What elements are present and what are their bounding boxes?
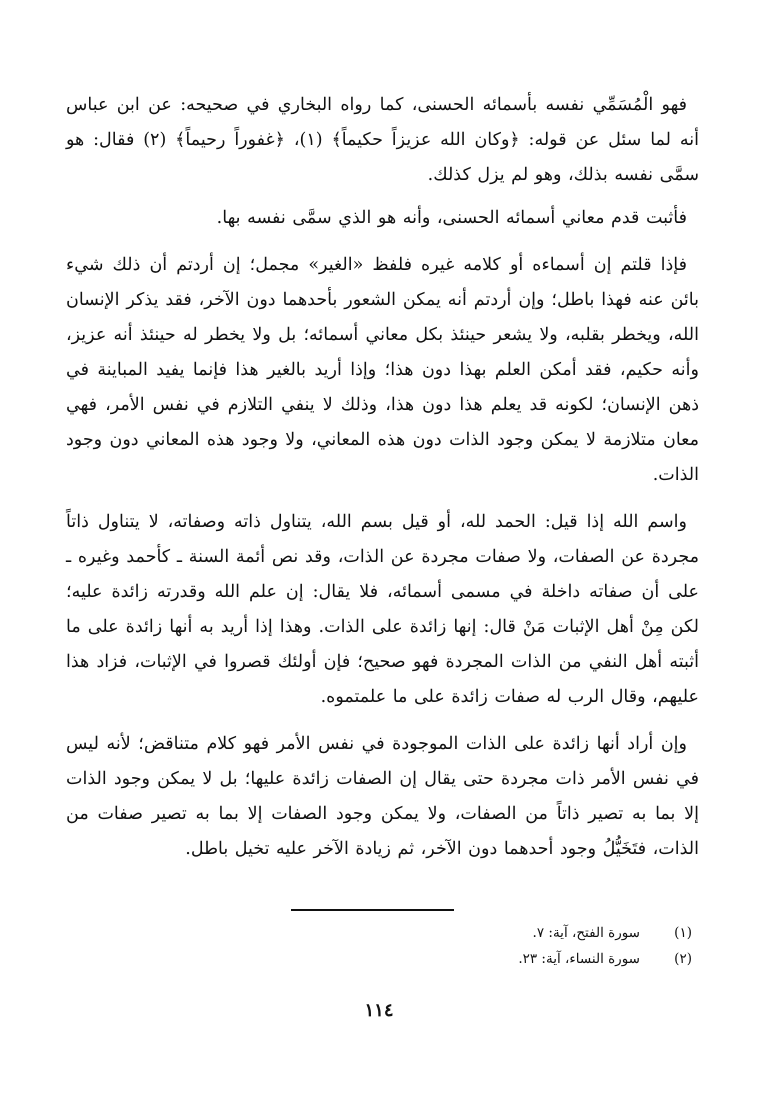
footnote-2-number: (٢)	[674, 951, 692, 967]
paragraph-4: واسم الله إذا قيل: الحمد لله، أو قيل بسم الله، يتناول ذاته وصفاته، لا يتناول ذاتاً مجردة عن الصفات، ولا صفات مجردة عن الذات، وقد نص أئمة السنة ـ كأحمد وغيره ـ على أن صفاته داخلة في مسمى أسمائه، فلا يقال: إن علم الله وقدرته زائدة عليه؛ لكن مِنْ أهل الإثبات مَنْ قال: إنها زائدة على الذات. وهذا إذا أريد به أنها زائدة على ما أثبته أهل النفي من الذات المجردة فهو صحيح؛ فإن أولئك قصروا في الإثبات، فزاد هذا عليهم، وقال الرب له صفات زائدة على ما علمتموه.	[66, 512, 699, 707]
footnote-2	[272, 946, 692, 972]
paragraph-5: وإن أراد أنها زائدة على الذات الموجودة في نفس الأمر فهو كلام متناقض؛ لأنه ليس في نفس الأمر ذات مجردة حتى يقال إن الصفات زائدة عليها؛ بل لا يمكن وجود الذات إلا بما به تصير ذاتاً من الصفات، ولا يمكن وجود الصفات إلا بما به تصير صفات من الذات، فتَخَيُّلُ وجود أحدهما دون الآخر، ثم زيادة الآخر عليه تخيل باطل.	[66, 734, 699, 859]
footnotes	[272, 920, 692, 972]
main-text	[66, 88, 699, 879]
paragraph-3: فإذا قلتم إن أسماءه أو كلامه غيره فلفظ «الغير» مجمل؛ إن أردتم أن ذلك شيء بائن عنه فهذا باطل؛ وإن أردتم أنه يمكن الشعور بأحدهما دون الآخر، فقد يذكر الإنسان الله، ويخطر بقلبه، ولا يشعر حينئذ بكل معاني أسمائه؛ بل ولا يخطر له حينئذ أنه عزيز، وأنه حكيم، فقد أمكن العلم بهذا دون هذا؛ وإذا أريد بالغير هذا فإنما يفيد المباينة في ذهن الإنسان؛ لكونه قد يعلم هذا دون هذا، وذلك لا ينفي التلازم في نفس الأمر، فهي معان متلازمة لا يمكن وجود الذات دون هذه المعاني، ولا وجود هذه المعاني دون وجود الذات.	[66, 255, 699, 485]
footnote-1-number: (١)	[674, 925, 692, 941]
paragraph-2: فأثبت قدم معاني أسمائه الحسنى، وأنه هو الذي سمَّى نفسه بها.	[216, 208, 687, 228]
paragraph-1: فهو الْمُسَمِّي نفسه بأسمائه الحسنى، كما رواه البخاري في صحيحه: عن ابن عباس أنه لما سئل عن قوله: ﴿وكان الله عزيزاً حكيماً﴾ (١)، ﴿غفوراً رحيماً﴾ (٢) فقال: هو سمَّى نفسه بذلك، وهو لم يزل كذلك.	[66, 95, 699, 185]
footnote-divider	[291, 909, 454, 911]
footnote-1-text: سورة الفتح، آية: ٧.	[532, 925, 640, 941]
footnote-1	[272, 920, 692, 946]
footnote-2-text: سورة النساء، آية: ٢٣.	[518, 951, 640, 967]
page-number: ١١٤	[364, 1000, 394, 1021]
